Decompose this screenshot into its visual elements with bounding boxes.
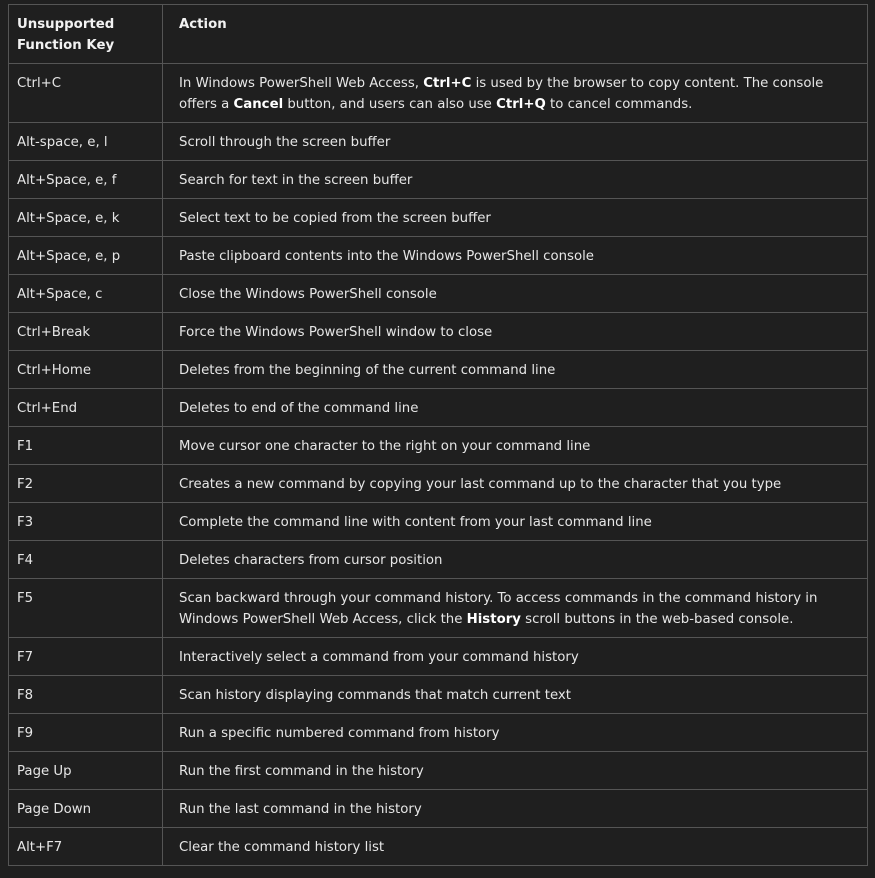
action-cell [163,676,868,714]
action-text: Scan backward through your command history. To access commands in the command history in Windows PowerShell Web Access, click the [179,591,818,627]
action-cell [163,64,868,123]
action-text: Search for text in the screen buffer [179,173,413,188]
table-row [9,790,868,828]
column-header-key: Unsupported Function Key [9,5,163,64]
column-header-action: Action [163,5,868,64]
action-text: Close the Windows PowerShell console [179,287,437,302]
action-text: scroll buttons in the web-based console. [520,612,794,627]
table-row [9,714,868,752]
table-row [9,64,868,123]
table-row [9,161,868,199]
action-cell [163,638,868,676]
function-key-cell: Alt+F7 [9,828,163,866]
action-cell [163,579,868,638]
table-header-row [9,5,868,64]
action-cell [163,752,868,790]
function-key-cell: Alt+Space, c [9,275,163,313]
function-key-cell: Ctrl+End [9,389,163,427]
function-key-cell: Ctrl+Break [9,313,163,351]
action-cell [163,427,868,465]
action-emphasis-text: Cancel [233,97,284,112]
action-cell [163,541,868,579]
action-cell [163,790,868,828]
action-text: Deletes from the beginning of the current command line [179,363,556,378]
table-row [9,313,868,351]
action-cell [163,237,868,275]
action-cell [163,275,868,313]
action-cell [163,389,868,427]
table-row [9,828,868,866]
action-cell [163,123,868,161]
action-emphasis-text: History [466,612,521,627]
action-cell [163,199,868,237]
table-row [9,579,868,638]
table-row [9,541,868,579]
function-key-cell: F9 [9,714,163,752]
action-text: Scroll through the screen buffer [179,135,391,150]
action-text: Complete the command line with content from your last command line [179,515,652,530]
function-key-cell: Page Up [9,752,163,790]
action-text: is used by the browser to copy content. The console offers a [179,76,824,112]
table-row [9,503,868,541]
action-cell [163,465,868,503]
function-key-cell: F3 [9,503,163,541]
action-emphasis-text: Ctrl+C [423,76,472,91]
table-row [9,389,868,427]
action-text: Run the last command in the history [179,802,422,817]
action-text: In Windows PowerShell Web Access, [179,76,424,91]
table-row [9,676,868,714]
action-cell [163,503,868,541]
action-text: Select text to be copied from the screen buffer [179,211,491,226]
function-key-cell: F1 [9,427,163,465]
table-row [9,752,868,790]
action-text: Deletes to end of the command line [179,401,419,416]
action-text: Run a specific numbered command from history [179,726,500,741]
action-text: to cancel commands. [545,97,693,112]
action-text: button, and users can also use [283,97,497,112]
action-cell [163,714,868,752]
function-key-cell: F5 [9,579,163,638]
function-key-cell: Alt+Space, e, p [9,237,163,275]
function-key-cell: Alt-space, e, l [9,123,163,161]
action-cell [163,351,868,389]
table-row [9,465,868,503]
function-key-cell: Ctrl+C [9,64,163,123]
function-key-table [8,4,868,866]
table-row [9,275,868,313]
action-cell [163,313,868,351]
action-emphasis-text: Ctrl+Q [496,97,546,112]
table-row [9,123,868,161]
function-key-cell: F7 [9,638,163,676]
action-cell [163,828,868,866]
function-key-cell: Alt+Space, e, f [9,161,163,199]
action-text: Paste clipboard contents into the Windows PowerShell console [179,249,594,264]
table-row [9,638,868,676]
action-text: Creates a new command by copying your last command up to the character that you type [179,477,782,492]
table-row [9,237,868,275]
function-key-cell: F4 [9,541,163,579]
function-key-cell: Alt+Space, e, k [9,199,163,237]
function-key-cell: F8 [9,676,163,714]
action-text: Move cursor one character to the right on your command line [179,439,591,454]
function-key-cell: F2 [9,465,163,503]
action-text: Force the Windows PowerShell window to close [179,325,493,340]
action-text: Deletes characters from cursor position [179,553,443,568]
table-row [9,427,868,465]
function-key-cell: Page Down [9,790,163,828]
table-row [9,199,868,237]
action-text: Scan history displaying commands that match current text [179,688,571,703]
action-text: Run the first command in the history [179,764,424,779]
function-key-cell: Ctrl+Home [9,351,163,389]
action-text: Clear the command history list [179,840,385,855]
table-body [9,64,868,866]
action-text: Interactively select a command from your command history [179,650,579,665]
action-cell [163,161,868,199]
table-row [9,351,868,389]
